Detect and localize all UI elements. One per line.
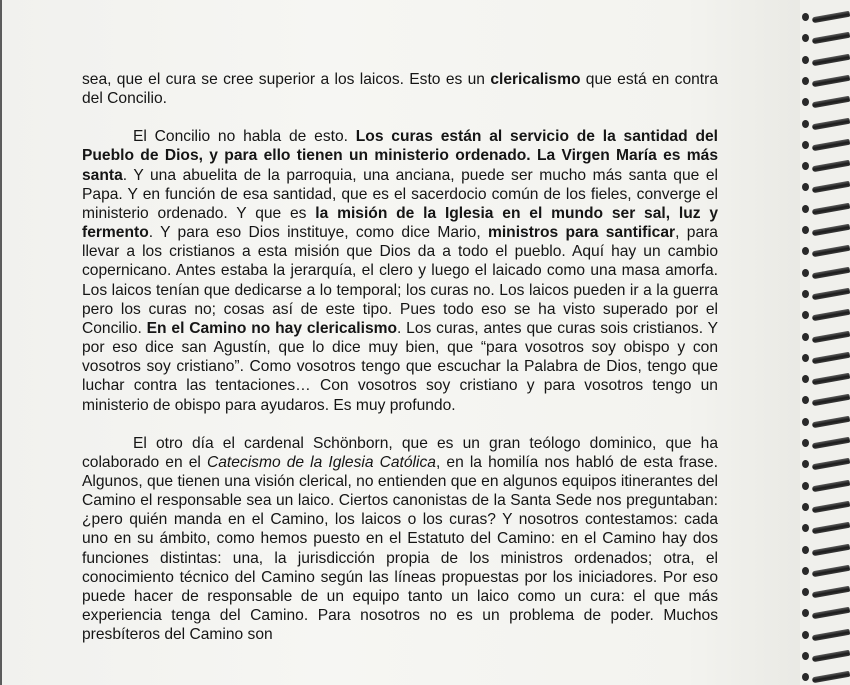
binding-hole xyxy=(802,13,809,21)
page-text xyxy=(82,70,718,644)
text-run: El Concilio no habla de esto. xyxy=(133,128,356,146)
binding-hole xyxy=(802,98,809,106)
text-run: sea, que el cura se cree superior a los laicos. Esto es un xyxy=(82,71,491,88)
binding-coil xyxy=(812,32,850,45)
spiral-binding xyxy=(800,0,850,685)
binding-coil xyxy=(812,181,850,194)
paragraph-gap xyxy=(82,415,718,434)
binding-hole xyxy=(802,162,809,170)
binding-hole xyxy=(802,609,809,617)
binding-hole xyxy=(802,482,809,490)
binding-coil xyxy=(812,586,850,599)
binding-coil xyxy=(812,415,850,428)
text-run: , para llevar a los cristianos a esta misión que Dios da a todo el pueblo. Aquí hay un cambio copernicano. Antes estaba la jerarquía, el clero y luego el laicado como una masa amorfa. Los laicos tenían que dedicarse a lo temporal; los curas no. Los laicos pueden ir a la guerra pero los curas no; cosas así de este tipo. Pues todo eso se ha visto superado por el Concilio. xyxy=(82,224,718,337)
binding-coil xyxy=(812,53,850,66)
text-run: . Los curas, antes que curas sois cristianos. Y por eso dice san Agustín, que lo dice muy bien, que “para vosotros soy obispo y con vosotros soy cristiano”. Como vosotros tengo que escuchar la Palabra de Dios, tengo que luchar contra las tentaciones… Con vosotros soy cristiano y para vosotros tengo un ministerio de obispo para ayudaros. Es muy profundo. xyxy=(82,319,718,414)
binding-coil xyxy=(812,458,850,471)
binding-hole xyxy=(802,631,809,639)
document-page xyxy=(2,0,808,685)
binding-hole xyxy=(802,375,809,383)
binding-hole xyxy=(802,439,809,447)
binding-hole xyxy=(802,673,809,681)
binding-coil xyxy=(812,522,850,535)
binding-hole xyxy=(802,205,809,213)
bold-text: En el Camino no hay clericalismo xyxy=(146,319,398,337)
binding-coil xyxy=(812,437,850,450)
binding-coil xyxy=(812,117,850,130)
binding-coil xyxy=(812,501,850,514)
text-run: , en la homilía nos habló de esta frase. Algunos, que tienen una visión clerical, no entienden que en algunos equipos itinerantes del Camino el responsable sea un laico. Ciertos canonistas de la Santa Sede nos preguntaban: ¿pero quién manda en el Camino, los laicos o los curas? Y nosotros contestamos: cada uno en su ámbito, como hemos puesto en el Estatuto del Camino: en el Camino hay dos funciones distintas: una, la jurisdicción propia de los ministros ordenados; otra, el conocimiento técnico del Camino según las líneas propuestas por los iniciadores. Por eso puede hacer de responsable de un equipo tanto un laico como un cura: el que más experiencia tenga del Camino. Para nosotros no es un problema de poder. Muchos presbíteros del Camino son xyxy=(82,453,718,644)
binding-hole xyxy=(802,396,809,404)
binding-coil xyxy=(812,352,850,365)
binding-coil xyxy=(812,309,850,322)
binding-hole xyxy=(802,333,809,341)
binding-hole xyxy=(802,183,809,191)
binding-hole xyxy=(802,56,809,64)
italic-text: Catecismo de la Iglesia Católica xyxy=(206,453,436,471)
bold-text: ministros para santificar xyxy=(487,224,676,242)
binding-coil xyxy=(812,628,850,641)
binding-coil xyxy=(812,139,850,152)
binding-coil xyxy=(812,330,850,343)
paragraph xyxy=(82,70,718,108)
paragraph-gap xyxy=(82,108,718,127)
binding-hole xyxy=(802,652,809,660)
binding-hole xyxy=(802,418,809,426)
binding-coil xyxy=(812,224,850,237)
binding-coil xyxy=(812,266,850,279)
binding-hole xyxy=(802,269,809,277)
binding-coil xyxy=(812,650,850,663)
binding-hole xyxy=(802,503,809,511)
binding-hole xyxy=(802,567,809,575)
binding-hole xyxy=(802,311,809,319)
binding-coil xyxy=(812,671,850,684)
text-run: . Y una abuelita de la parroquia, una anciana, puede ser mucho más santa que el Papa. Y en función de esa santidad, que es el sacerdocio común de los fieles, converge el ministerio ordenado. Y que es xyxy=(82,166,718,222)
bold-text: Los curas están al servicio de la santidad del Pueblo de Dios, y para ello tienen un ministerio ordenado. La Virgen María es más santa xyxy=(82,128,718,184)
binding-coil xyxy=(812,373,850,386)
binding-coil xyxy=(812,11,850,24)
binding-coil xyxy=(812,288,850,301)
paragraph xyxy=(82,434,718,645)
bold-text: clericalismo xyxy=(490,71,581,88)
binding-hole xyxy=(802,354,809,362)
binding-hole xyxy=(802,524,809,532)
binding-hole xyxy=(802,120,809,128)
binding-hole xyxy=(802,226,809,234)
binding-hole xyxy=(802,290,809,298)
text-run: . Y para eso Dios instituye, como dice Mario, xyxy=(148,224,488,242)
binding-coil xyxy=(812,394,850,407)
binding-coil xyxy=(812,607,850,620)
binding-coil xyxy=(812,96,850,109)
binding-hole xyxy=(802,247,809,255)
text-run: El otro día el cardenal Schönborn, que es un gran teólogo dominico, que ha colaborado en el xyxy=(82,434,718,471)
binding-hole xyxy=(802,34,809,42)
binding-coil xyxy=(812,202,850,215)
binding-coil xyxy=(812,160,850,173)
binding-coil xyxy=(812,245,850,258)
binding-hole xyxy=(802,460,809,468)
paragraph xyxy=(82,127,718,414)
binding-hole xyxy=(802,588,809,596)
text-run: que está en contra del Concilio. xyxy=(82,71,718,108)
binding-coil xyxy=(812,75,850,88)
binding-hole xyxy=(802,141,809,149)
binding-hole xyxy=(802,546,809,554)
binding-coil xyxy=(812,565,850,578)
binding-coil xyxy=(812,479,850,492)
binding-hole xyxy=(802,77,809,85)
bold-text: la misión de la Iglesia en el mundo ser sal, luz y fermento xyxy=(82,204,718,242)
binding-coil xyxy=(812,543,850,556)
